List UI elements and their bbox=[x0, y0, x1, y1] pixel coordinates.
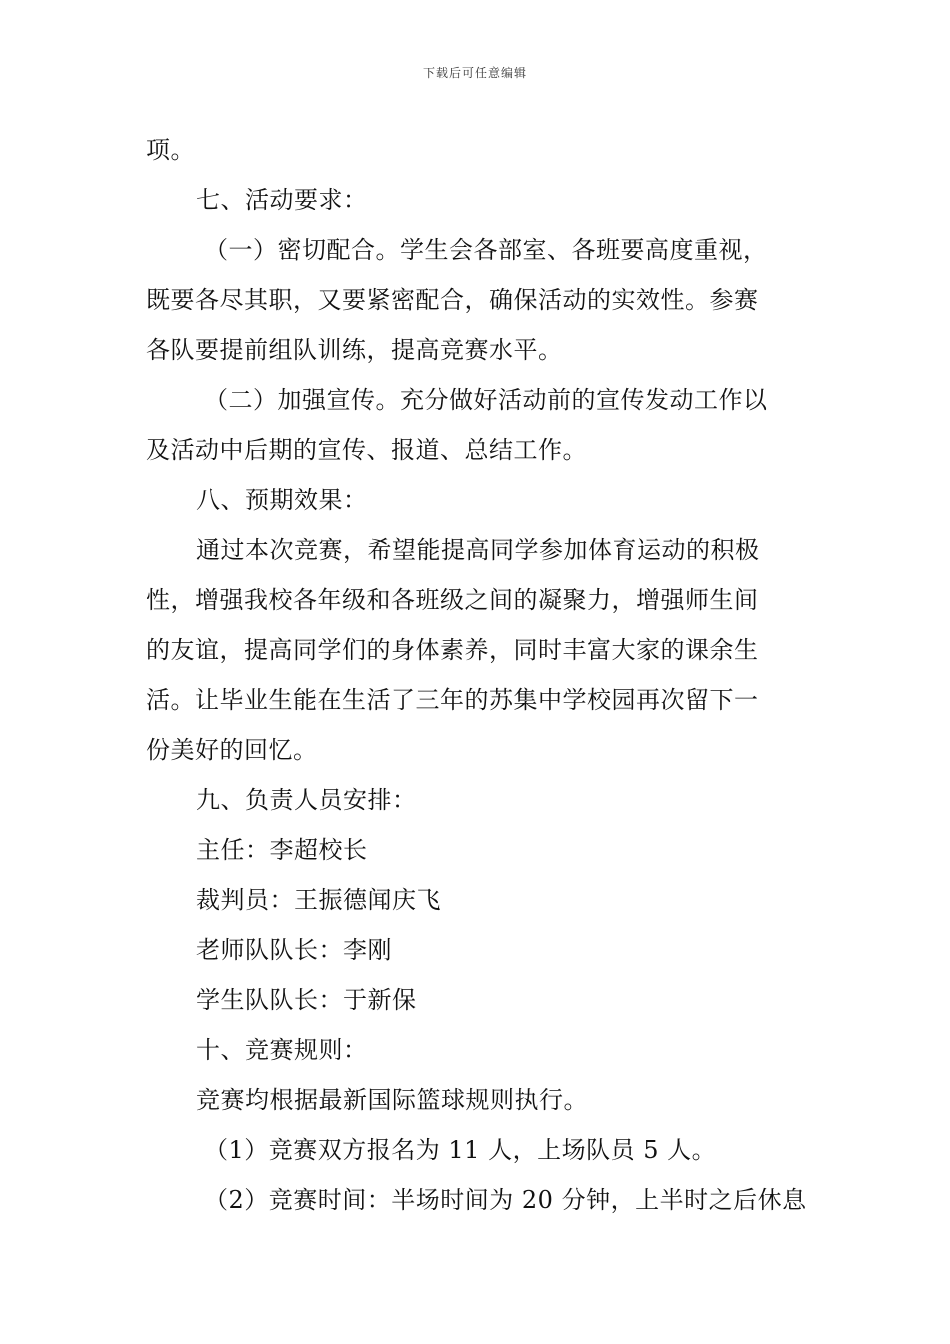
section-heading: 十、竞赛规则： bbox=[196, 1036, 368, 1064]
section-heading: 七、活动要求： bbox=[196, 186, 368, 214]
text-line: 老师队队长：李刚 bbox=[196, 936, 392, 964]
text-line: 各队要提前组队训练，提高竞赛水平。 bbox=[146, 336, 563, 364]
section-heading: 九、负责人员安排： bbox=[196, 786, 417, 814]
text-line: 既要各尽其职，又要紧密配合，确保活动的实效性。参赛 bbox=[146, 286, 759, 314]
page-header: 下载后可任意编辑 bbox=[422, 66, 527, 80]
text-line: 活。让毕业生能在生活了三年的苏集中学校园再次留下一 bbox=[146, 686, 759, 714]
text-line: 竞赛均根据最新国际篮球规则执行。 bbox=[196, 1086, 588, 1114]
text-line: 的友谊，提高同学们的身体素养，同时丰富大家的课余生 bbox=[146, 636, 759, 664]
text-line: 及活动中后期的宣传、报道、总结工作。 bbox=[146, 436, 587, 464]
text-line: 主任：李超校长 bbox=[196, 836, 368, 864]
text-line: 裁判员：王振德闻庆飞 bbox=[196, 886, 441, 914]
text-line: （1）竞赛双方报名为 11 人，上场队员 5 人。 bbox=[204, 1136, 717, 1164]
text-line: 学生队队长：于新保 bbox=[196, 986, 417, 1014]
text-line: 项。 bbox=[146, 136, 195, 164]
text-line: 通过本次竞赛，希望能提高同学参加体育运动的积极 bbox=[196, 536, 760, 564]
text-line: 性，增强我校各年级和各班级之间的凝聚力，增强师生间 bbox=[146, 586, 759, 614]
text-line: （2）竞赛时间：半场时间为 20 分钟，上半时之后休息 bbox=[204, 1186, 807, 1214]
section-heading: 八、预期效果： bbox=[196, 486, 368, 514]
text-line: （二）加强宣传。充分做好活动前的宣传发动工作以 bbox=[204, 386, 768, 414]
text-line: 份美好的回忆。 bbox=[146, 736, 318, 764]
text-line: （一）密切配合。学生会各部室、各班要高度重视， bbox=[204, 236, 768, 264]
